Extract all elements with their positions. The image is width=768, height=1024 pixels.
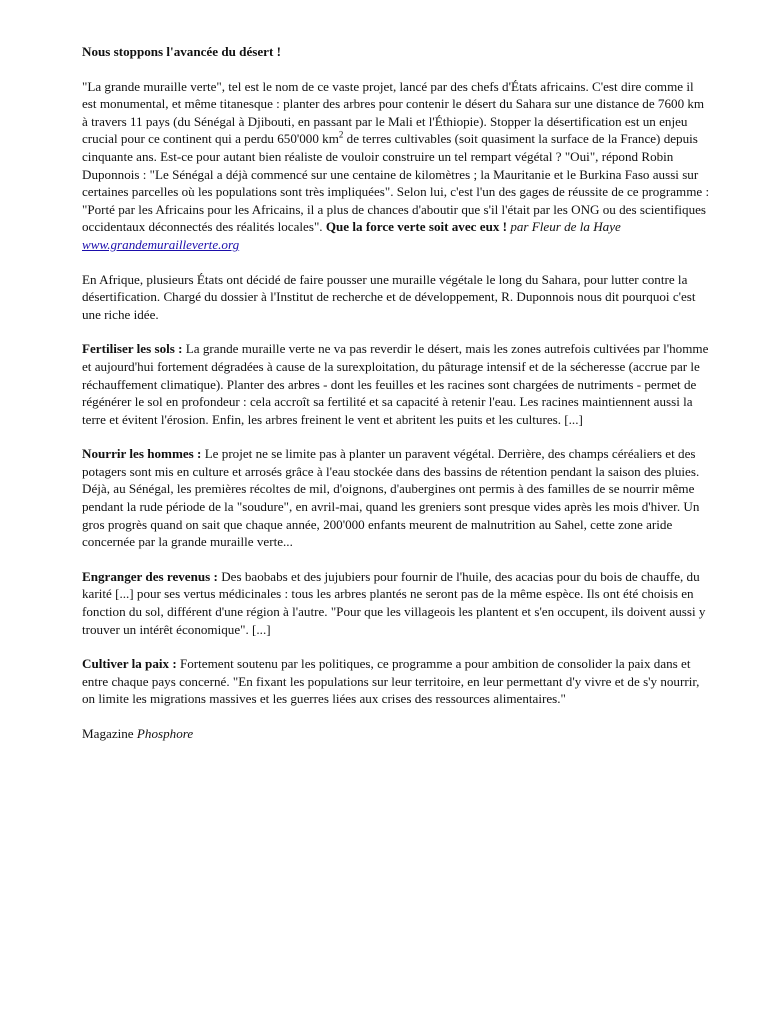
section-heading: Nourrir les hommes : — [82, 446, 202, 462]
article-title: Nous stoppons l'avancée du désert ! — [82, 44, 281, 59]
section-text: Fortement soutenu par les politiques, ce programme a pour ambition de consolider la paix dans et entre chaque pays concerné. "En fixant les populations sur leur territoire, en leur permettant d'y vivre et de s'y nourrir, on limite les migrations massives et les guerres liées aux crises des ressources alimentaires." — [82, 656, 700, 707]
context-paragraph: En Afrique, plusieurs États ont décidé de faire pousser une muraille végétale le long du Sahara, pour lutter contre la désertification. Chargé du dossier à l'Institut de recherche et de développement, R. Duponnois nous dit pourquoi c'est une riche idée. — [82, 271, 696, 322]
section-heading: Engranger des revenus : — [82, 568, 218, 584]
section-nourrir — [82, 445, 710, 551]
section-heading: Cultiver la paix : — [82, 656, 177, 672]
section-cultiver — [82, 655, 710, 708]
website-link[interactable]: www.grandemurailleverte.org — [82, 236, 240, 252]
intro-text-part1: "La grande muraille verte", tel est le nom de ce vaste projet, lancé par des chefs d'États africains. C'est dire comme il est monumental, et même titanesque : planter des arbres pour contenir le désert du Sahara sur une distance de 7600 km à travers 11 pays (du Sénégal à Djibouti, en passant par le Mali et l'Éthiopie). Stopper la désertification est un enjeu crucial pour ce continent qui a perdu 650'000 km — [82, 78, 705, 147]
source-prefix: Magazine — [82, 726, 134, 741]
intro-bold-ending: Que la force verte soit avec eux ! — [325, 219, 508, 235]
source-credit — [82, 725, 710, 743]
byline: par Fleur de la Haye — [510, 219, 621, 235]
section-text: Des baobabs et des jujubiers pour fournir de l'huile, des acacias pour du bois de chauffe, du karité [...] pour ses vertus médicinales : tous les arbres plantés ne seront pas de la même espèce. Ils ont été choisis en fonction du sol, différent d'une région à l'autre. "Pour que les villageois les plantent et s'en occupent, ils doivent aussi y trouver un intérêt économique". [...] — [82, 568, 706, 637]
intro-paragraph — [82, 78, 710, 254]
section-fertiliser — [82, 340, 710, 428]
source-name: Phosphore — [136, 726, 194, 741]
section-text: Le projet ne se limite pas à planter un paravent végétal. Derrière, des champs céréaliers et des potagers sont mis en culture et arrosés grâce à l'eau stockée dans des bassins de rétention pendant la saison des pluies. Déjà, au Sénégal, les premières récoltes de mil, d'oignons, d'aubergines ont permis à des familles de se nourrir même pendant la rude période de la "soudure", en avril-mai, quand les greniers sont presque vides après les mois d'hiver. Un gros progrès quand on sait que chaque année, 200'000 enfants meurent de malnutrition au Sahel, cette zone aride concernée par la grande muraille verte... — [82, 446, 700, 550]
section-engranger — [82, 568, 710, 638]
article — [82, 43, 710, 760]
section-text: La grande muraille verte ne va pas reverdir le désert, mais les zones autrefois cultivées par l'homme et aujourd'hui fortement dégradées à cause de la surexploitation, du pâturage intensif et de la sécheresse (accrue par le réchauffement climatique). Planter des arbres - dont les feuilles et les racines sont chargées de nutriments - permet de régénérer le sol en profondeur : cela accroît sa fertilité et sa capacité à retenir l'eau. Les racines maintiennent aussi la terre et évitent l'érosion. Enfin, les arbres freinent le vent et abritent les puits et les cultures. [...] — [82, 341, 709, 427]
section-heading: Fertiliser les sols : — [82, 341, 183, 357]
superscript-2: 2 — [338, 130, 344, 141]
intro-text-part2: de terres cultivables (soit quasiment la surface de la France) depuis cinquante ans. Est-ce pour autant bien réaliste de vouloir construire un tel rempart végétal ? "Oui", répond Robin Duponnois : "Le Sénégal a déjà commencé sur une centaine de kilomètres ; la Mauritanie et le Burkina Faso aussi sur certaines parcelles où les populations sont très impliquées". Selon lui, c'est l'un des gages de réussite de ce programme : "Porté par les Africains pour les Africains, il a plus de chances d'aboutir que s'il l'était par les ONG ou des scientifiques occidentaux déconnectés des réalités locales". — [82, 131, 710, 235]
